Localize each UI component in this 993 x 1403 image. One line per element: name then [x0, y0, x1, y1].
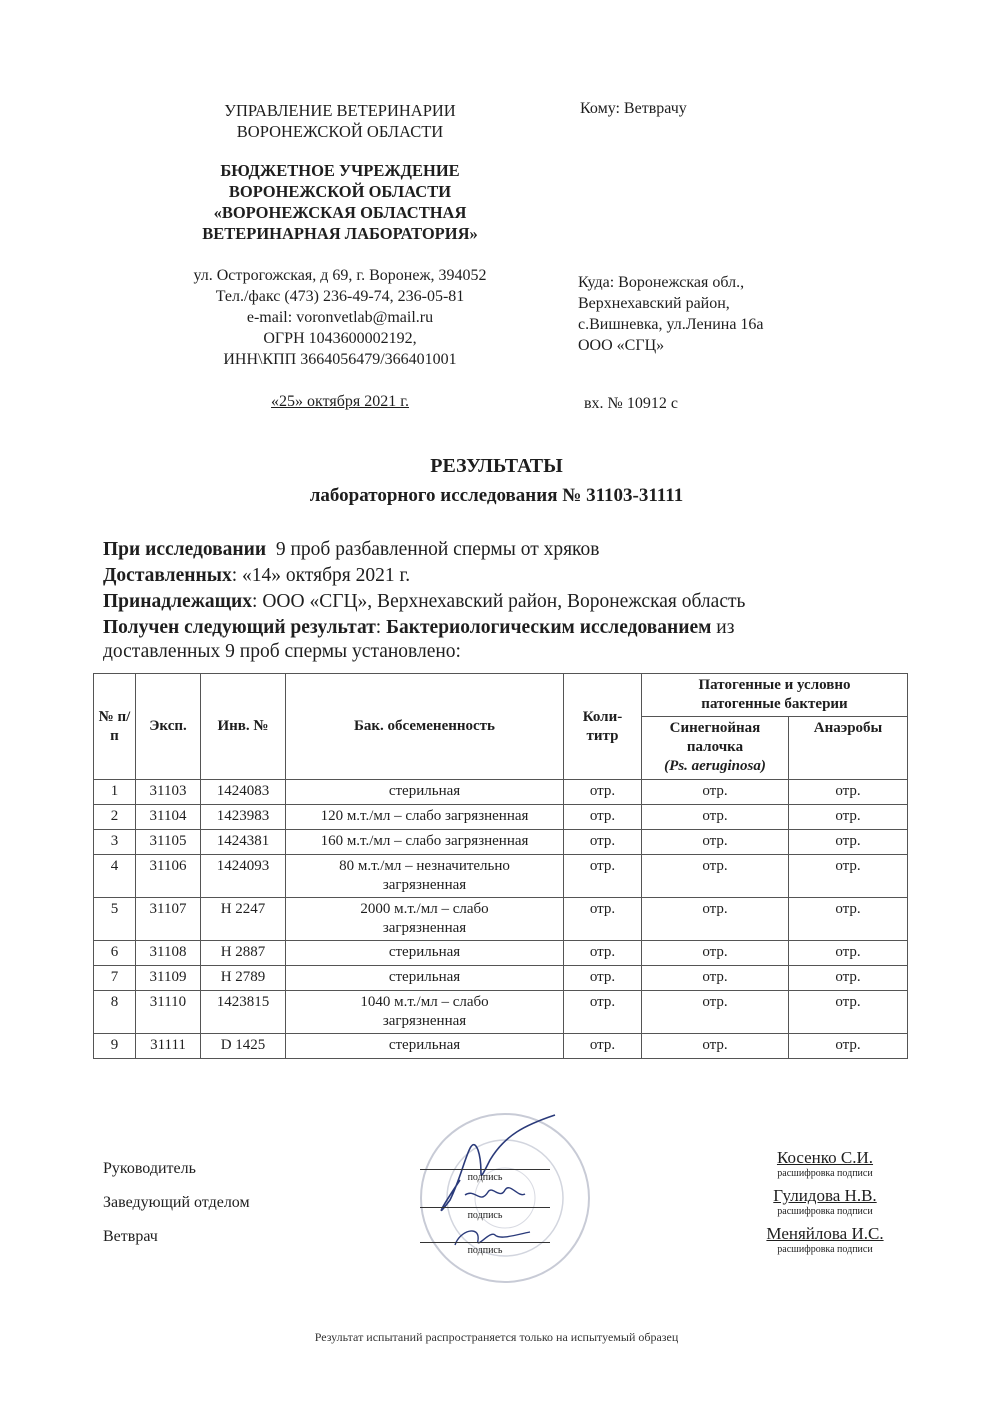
- table-row: [94, 991, 908, 1034]
- recipient: Кому: Ветврачу: [580, 100, 687, 117]
- cell-coli: отр.: [564, 898, 642, 941]
- study-line: [103, 537, 923, 563]
- cell-pseudomonas: отр.: [642, 855, 789, 898]
- organization-contacts: [140, 265, 540, 370]
- role-head: Руководитель: [103, 1160, 196, 1177]
- col-header-exp: Эксп.: [136, 674, 201, 780]
- cell-anaerobes: отр.: [789, 966, 908, 991]
- table-row: [94, 941, 908, 966]
- organization-line: БЮДЖЕТНОЕ УЧРЕЖДЕНИЕ: [220, 161, 460, 180]
- authority-name: [140, 100, 540, 142]
- cell-bak: стерильная: [286, 966, 564, 991]
- cell-coli: отр.: [564, 991, 642, 1034]
- cell-inv: 1423983: [201, 805, 286, 830]
- signatory-vet: [730, 1224, 920, 1255]
- result-label: Получен следующий результат: [103, 617, 376, 638]
- cell-coli: отр.: [564, 805, 642, 830]
- study-description: [103, 537, 923, 663]
- signatory-head: [730, 1148, 920, 1179]
- ogrn: ОГРН 1043600002192,: [263, 330, 417, 347]
- inn-kpp: ИНН\КПП 3664056479/366401001: [223, 351, 457, 368]
- signature-label: подпись: [467, 1172, 503, 1183]
- cell-pseudomonas: отр.: [642, 991, 789, 1034]
- footer-note: Результат испытаний распространяется только на испытуемый образец: [314, 1330, 679, 1344]
- cell-coli: отр.: [564, 855, 642, 898]
- table-row: [94, 1034, 908, 1059]
- cell-pseudomonas: отр.: [642, 966, 789, 991]
- document-date: «25» октября 2021 г.: [271, 393, 409, 410]
- owner-value: : ООО «СГЦ», Верхнехавский район, Воронежская область: [252, 591, 746, 612]
- signature-label: подпись: [467, 1210, 503, 1221]
- cell-bak: 1040 м.т./мл – слабо загрязненная: [286, 991, 564, 1034]
- cell-bak: 120 м.т./мл – слабо загрязненная: [286, 805, 564, 830]
- owner-label: Принадлежащих: [103, 591, 253, 612]
- cell-bak: 2000 м.т./мл – слабо загрязненная: [286, 898, 564, 941]
- phone-fax: Тел./факс (473) 236-49-74, 236-05-81: [215, 288, 465, 305]
- table-row: [94, 855, 908, 898]
- decode-label: расшифровка подписи: [777, 1206, 873, 1217]
- cell-num: 8: [94, 991, 136, 1034]
- cell-bak: 160 м.т./мл – слабо загрязненная: [286, 830, 564, 855]
- signatory-roles: [103, 1152, 250, 1254]
- result-line: [103, 615, 923, 641]
- delivered-value: : «14» октября 2021 г.: [231, 565, 411, 586]
- cell-num: 4: [94, 855, 136, 898]
- cell-bak: стерильная: [286, 780, 564, 805]
- result-method: Бактериологическим исследованием: [386, 617, 712, 638]
- cell-coli: отр.: [564, 780, 642, 805]
- cell-coli: отр.: [564, 966, 642, 991]
- organization-line: ВОРОНЕЖСКОЙ ОБЛАСТИ: [228, 182, 452, 201]
- cell-inv: 1424083: [201, 780, 286, 805]
- signature-line: [420, 1242, 550, 1243]
- cell-inv: H 2887: [201, 941, 286, 966]
- email: e-mail: voronvetlab@mail.ru: [246, 309, 434, 326]
- col-header-pathogenic: Патогенные и условно патогенные бактерии: [642, 674, 908, 717]
- cell-inv: H 2789: [201, 966, 286, 991]
- cell-num: 5: [94, 898, 136, 941]
- study-label: При исследовании: [103, 539, 267, 560]
- recipient-address: [578, 272, 764, 356]
- cell-pseudomonas: отр.: [642, 941, 789, 966]
- cell-anaerobes: отр.: [789, 855, 908, 898]
- cell-exp: 31111: [136, 1034, 201, 1059]
- cell-anaerobes: отр.: [789, 941, 908, 966]
- col-header-num: № п/п: [94, 674, 136, 780]
- role-vet: Ветврач: [103, 1228, 158, 1245]
- cell-exp: 31110: [136, 991, 201, 1034]
- cell-exp: 31108: [136, 941, 201, 966]
- owner-line: [103, 589, 923, 615]
- signatory-name: Меняйлова И.С.: [766, 1224, 884, 1243]
- decode-label: расшифровка подписи: [777, 1244, 873, 1255]
- col-header-bak: Бак. обсемененность: [286, 674, 564, 780]
- col-header-coli: Коли-титр: [564, 674, 642, 780]
- cell-num: 3: [94, 830, 136, 855]
- cell-bak: 80 м.т./мл – незначительно загрязненная: [286, 855, 564, 898]
- table-row: [94, 780, 908, 805]
- cell-coli: отр.: [564, 1034, 642, 1059]
- delivered-line: [103, 563, 923, 589]
- cell-num: 2: [94, 805, 136, 830]
- cell-inv: 1424381: [201, 830, 286, 855]
- signature-line: [420, 1207, 550, 1208]
- cell-anaerobes: отр.: [789, 805, 908, 830]
- cell-pseudomonas: отр.: [642, 805, 789, 830]
- signatory-name: Косенко С.И.: [776, 1148, 874, 1167]
- cell-num: 6: [94, 941, 136, 966]
- address-line: с.Вишневка, ул.Ленина 16а: [578, 316, 764, 333]
- cell-coli: отр.: [564, 941, 642, 966]
- cell-anaerobes: отр.: [789, 830, 908, 855]
- cell-exp: 31106: [136, 855, 201, 898]
- results-table: [93, 673, 908, 1059]
- cell-num: 9: [94, 1034, 136, 1059]
- cell-num: 7: [94, 966, 136, 991]
- cell-inv: 1424093: [201, 855, 286, 898]
- cell-exp: 31109: [136, 966, 201, 991]
- result-line-2: доставленных 9 проб спермы установлено:: [103, 641, 461, 662]
- cell-inv: D 1425: [201, 1034, 286, 1059]
- cell-exp: 31104: [136, 805, 201, 830]
- table-row: [94, 966, 908, 991]
- cell-anaerobes: отр.: [789, 780, 908, 805]
- document-title: РЕЗУЛЬТАТЫ: [430, 455, 563, 477]
- cell-exp: 31105: [136, 830, 201, 855]
- col-header-anaerobes: Анаэробы: [789, 717, 908, 780]
- organization-name: [140, 160, 540, 244]
- organization-line: ВЕТЕРИНАРНАЯ ЛАБОРАТОРИЯ»: [202, 224, 478, 243]
- role-dept-head: Заведующий отделом: [103, 1194, 250, 1211]
- address-line: Куда: Воронежская обл.,: [578, 274, 745, 291]
- table-row: [94, 805, 908, 830]
- cell-bak: стерильная: [286, 1034, 564, 1059]
- document-subtitle: лабораторного исследования № 31103-31111: [309, 485, 684, 506]
- cell-bak: стерильная: [286, 941, 564, 966]
- signatory-dept-head: [730, 1186, 920, 1217]
- address-line: ООО «СГЦ»: [578, 337, 665, 354]
- cell-exp: 31107: [136, 898, 201, 941]
- cell-exp: 31103: [136, 780, 201, 805]
- cell-anaerobes: отр.: [789, 898, 908, 941]
- signature-scribbles-icon: [430, 1110, 560, 1260]
- separator: :: [375, 617, 387, 638]
- cell-anaerobes: отр.: [789, 991, 908, 1034]
- table-row: [94, 898, 908, 941]
- cell-pseudomonas: отр.: [642, 898, 789, 941]
- signatory-name: Гулидова Н.В.: [773, 1186, 877, 1205]
- cell-coli: отр.: [564, 830, 642, 855]
- address: ул. Острогожская, д 69, г. Воронеж, 394052: [193, 267, 487, 284]
- cell-anaerobes: отр.: [789, 1034, 908, 1059]
- cell-pseudomonas: отр.: [642, 830, 789, 855]
- cell-pseudomonas: отр.: [642, 780, 789, 805]
- cell-pseudomonas: отр.: [642, 1034, 789, 1059]
- pseudomonas-label: Синегнойная палочка: [669, 720, 761, 755]
- signature-label: подпись: [467, 1245, 503, 1256]
- cell-inv: H 2247: [201, 898, 286, 941]
- pseudomonas-latin: (Ps. aeruginosa): [664, 758, 766, 774]
- incoming-number: вх. № 10912 с: [584, 395, 678, 412]
- result-tail: из: [711, 617, 735, 638]
- col-header-inv: Инв. №: [201, 674, 286, 780]
- organization-line: «ВОРОНЕЖСКАЯ ОБЛАСТНАЯ: [213, 203, 467, 222]
- decode-label: расшифровка подписи: [777, 1168, 873, 1179]
- col-header-pseudomonas: [642, 717, 789, 780]
- study-value: 9 проб разбавленной спермы от хряков: [266, 539, 600, 560]
- signature-line: [420, 1169, 550, 1170]
- authority-line: ВОРОНЕЖСКОЙ ОБЛАСТИ: [236, 122, 444, 141]
- cell-num: 1: [94, 780, 136, 805]
- address-line: Верхнехавский район,: [578, 295, 730, 312]
- authority-line: УПРАВЛЕНИЕ ВЕТЕРИНАРИИ: [224, 101, 456, 120]
- delivered-label: Доставленных: [103, 565, 232, 586]
- cell-inv: 1423815: [201, 991, 286, 1034]
- table-row: [94, 830, 908, 855]
